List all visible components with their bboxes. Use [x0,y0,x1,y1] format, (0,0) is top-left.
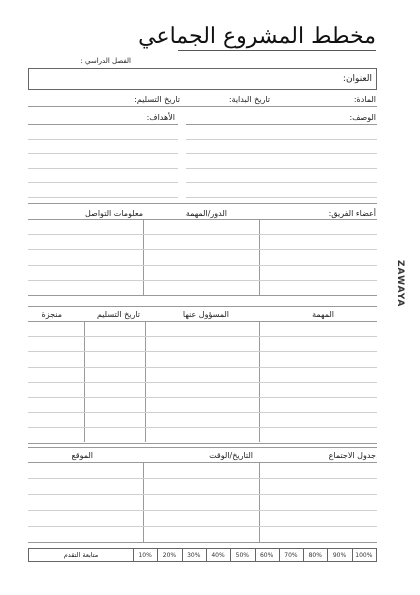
task-table-header-line [28,321,377,322]
goals-line [28,124,178,125]
table-row [28,542,377,543]
table-row [28,397,377,398]
progress-label: متابعة التقدم [63,551,99,559]
meeting-header-schedule: جدول الاجتماع [328,451,376,460]
progress-step-divider [182,549,183,561]
description-label: الوصف: [349,113,376,122]
goals-label: الأهداف: [146,113,175,122]
description-writing-line [186,182,377,183]
progress-step[interactable]: 100% [355,552,373,559]
task-header-due: تاريخ التسليم [96,310,140,319]
table-row [28,478,377,479]
goals-writing-line [28,139,178,140]
progress-step[interactable]: 40% [211,552,225,559]
meeting-col-divider-1 [143,462,144,542]
description-writing-line [186,139,377,140]
meeting-header-datetime: التاريخ/الوقت [209,451,253,460]
meeting-table-top [28,447,377,448]
meeting-header-location: الموقع [71,451,93,460]
title-underline [178,50,376,51]
address-label: العنوان: [342,74,372,84]
table-row [28,249,377,250]
progress-step-divider [352,549,353,561]
table-row [28,234,377,235]
table-row [28,367,377,368]
task-header-task: المهمة [312,310,334,319]
goals-writing-line [28,182,178,183]
goals-writing-line [28,153,178,154]
team-col-divider-2 [259,219,260,295]
team-col-divider-1 [143,219,144,295]
progress-step[interactable]: 10% [138,552,152,559]
progress-step[interactable]: 20% [162,552,177,559]
progress-step[interactable]: 70% [284,552,298,559]
table-row [28,351,377,352]
table-row [28,443,377,444]
progress-step[interactable]: 50% [235,552,249,559]
table-row [28,427,377,428]
due-date-label: تاريخ التسليم: [134,95,180,104]
progress-step[interactable]: 60% [259,552,274,559]
description-line [186,124,377,125]
team-table-top [28,203,377,204]
progress-step-divider [157,549,158,561]
progress-step-divider [230,549,231,561]
progress-step-divider [303,549,304,561]
progress-step-divider [279,549,280,561]
table-row [28,295,377,296]
table-row [28,510,377,511]
progress-step-divider [255,549,256,561]
task-table-top [28,306,377,307]
subject-label: المادة: [353,95,376,104]
team-header-contact: معلومات التواصل [84,209,143,218]
progress-step[interactable]: 80% [308,552,322,559]
progress-step-divider [327,549,328,561]
progress-step[interactable]: 90% [332,552,347,559]
meeting-table-header-line [28,462,377,463]
progress-tracker [28,548,377,562]
goals-writing-line [28,197,178,198]
description-writing-line [186,153,377,154]
table-row [28,336,377,337]
brand-logo: ZAWAYA [395,260,405,308]
start-date-label: تاريخ البداية: [228,95,270,104]
page-title: مخطط المشروع الجماعي [138,24,376,49]
meeting-col-divider-2 [259,462,260,542]
task-header-done: منجزة [41,310,62,319]
table-row [28,412,377,413]
task-header-owner: المسؤول عنها [182,310,229,319]
goals-writing-line [28,168,178,169]
team-header-members: أعضاء الفريق: [328,209,376,218]
table-row [28,382,377,383]
subject-line [28,106,377,107]
table-row [28,265,377,266]
semester-label: الفصل الدراسي : [80,57,131,65]
table-row [28,526,377,527]
address-box[interactable] [28,68,377,90]
progress-step-divider [206,549,207,561]
table-row [28,280,377,281]
description-writing-line [186,168,377,169]
progress-step[interactable]: 30% [187,552,201,559]
team-table-header-line [28,219,377,220]
team-header-role: الدور/المهمة [185,209,227,218]
description-writing-line [186,197,377,198]
table-row [28,494,377,495]
